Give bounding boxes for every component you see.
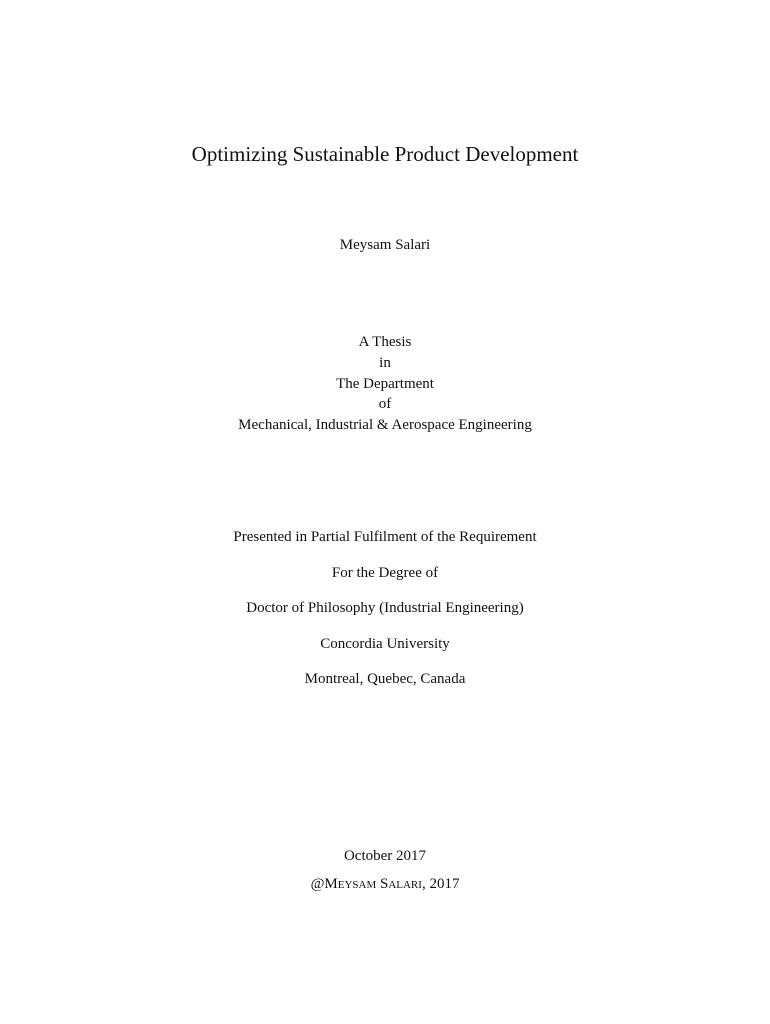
- requirement-statement: Presented in Partial Fulfilment of the Requirement: [233, 529, 537, 545]
- degree-intro: For the Degree of: [331, 564, 439, 581]
- copyright-notice: [0, 874, 770, 894]
- copyright-symbol: @: [310, 876, 325, 892]
- university-name: Concordia University: [320, 635, 450, 652]
- department-name: Mechanical, Industrial & Aerospace Engineering: [238, 417, 532, 434]
- copyright-holder: Meysam Salari: [324, 876, 422, 892]
- degree-requirement-block: [0, 527, 770, 705]
- thesis-title: Optimizing Sustainable Product Development: [191, 142, 579, 166]
- thesis-line: in: [379, 354, 391, 371]
- author-name: Meysam Salari: [339, 237, 431, 253]
- degree-name: Doctor of Philosophy (Industrial Engineering): [246, 600, 524, 616]
- university-location: Montreal, Quebec, Canada: [304, 671, 466, 687]
- thesis-line: of: [378, 396, 392, 413]
- thesis-line: A Thesis: [358, 334, 412, 350]
- thesis-department-block: [0, 332, 770, 436]
- copyright-year: , 2017: [421, 876, 460, 892]
- thesis-line: The Department: [336, 375, 434, 392]
- submission-date: October 2017: [343, 848, 427, 864]
